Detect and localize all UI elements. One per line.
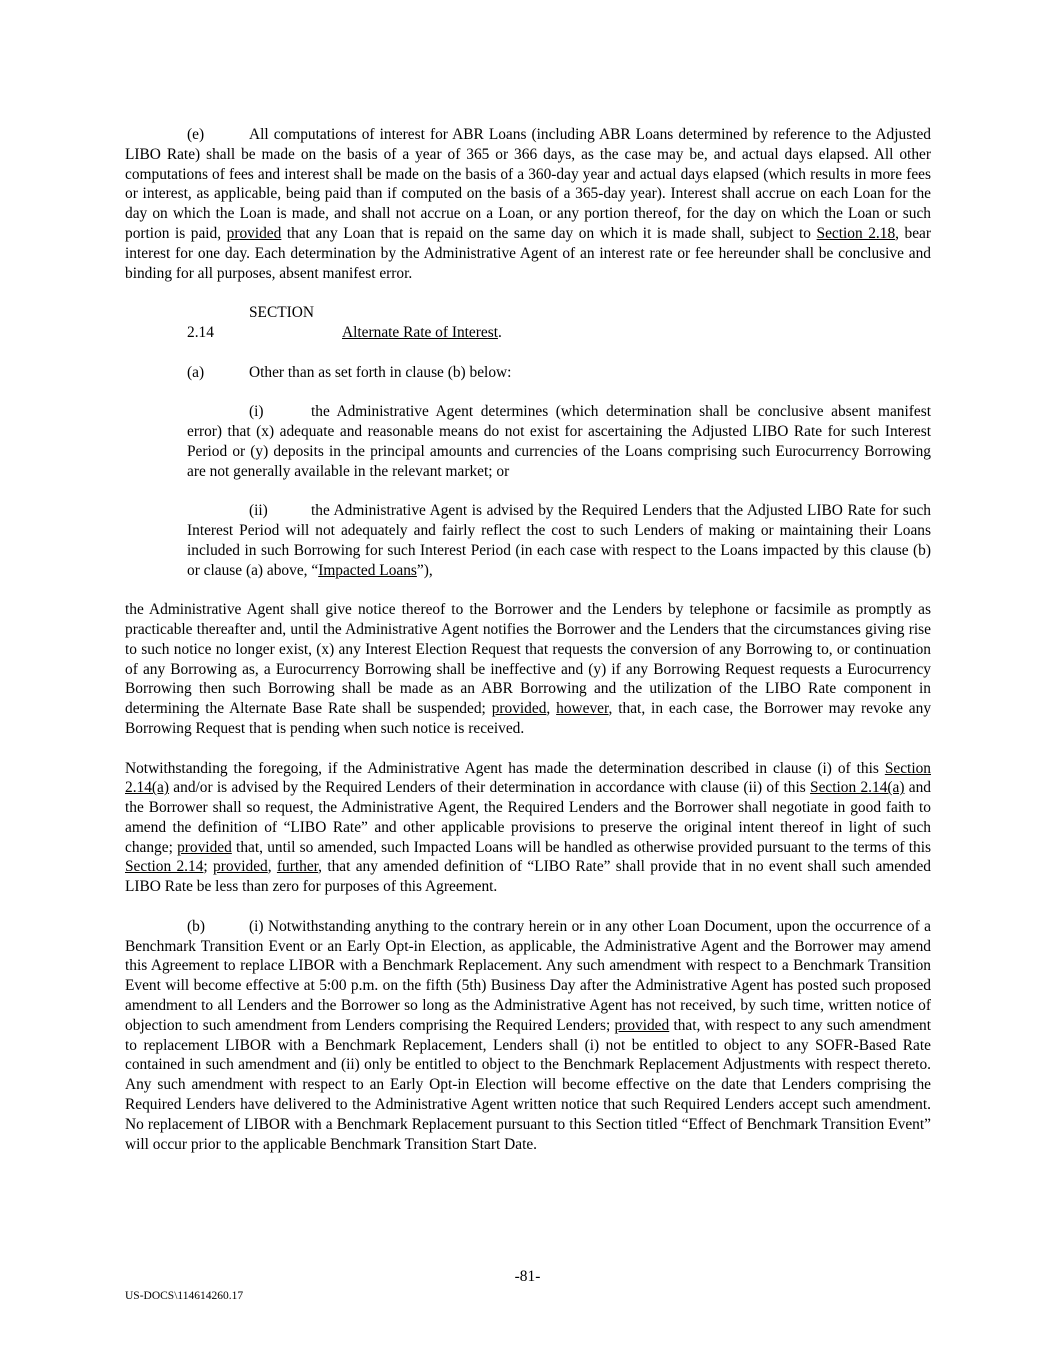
paragraph-e-text-3: , bear interest for one day. Each determination by the Administrative Agent of an interest rate or fee hereunder shall be conclusive and binding for all purposes, absent manifest error. [125, 224, 932, 282]
document-page [125, 125, 931, 1174]
section-reference: Section 2.14(a) [810, 779, 905, 797]
paragraph-notwithstanding [125, 759, 931, 898]
provided-term: provided [213, 858, 268, 876]
impacted-loans-term: Impacted Loans [318, 561, 417, 579]
document-id: US-DOCS\114614260.17 [125, 1290, 244, 1302]
section-number: SECTION 2.14 [187, 304, 314, 341]
paragraph-ii-text: the Administrative Agent is advised by the Required Lenders that the Adjusted LIBO Rate for such Interest Period will not adequately and fairly reflect the cost to such Lenders of making or maintaining their Loans included in such Borrowing for such Interest Period (in each case with respect to the Loans impacted by this clause (b) or clause (a) above, “ [187, 502, 931, 579]
paragraph-notwith-text: Notwithstanding the foregoing, if the Administrative Agent has made the determination described in clause (i) of this [125, 759, 885, 777]
paragraph-i-text: the Administrative Agent determines (which determination shall be conclusive absent manifest error) that (x) adequate and reasonable means do not exist for ascertaining the Adjusted LIBO Rate for such Interest Period or (y) deposits in the principal amounts and currencies of the Loans comprising such Eurocurrency Borrowing are not generally available in the relevant market; or [187, 403, 931, 480]
provided-term: provided [491, 700, 547, 718]
paragraph-ii-text-2: ”), [416, 561, 433, 579]
paragraph-a-label: (a) [187, 363, 205, 381]
paragraph-agent-text-2: , [546, 700, 557, 718]
paragraph-b-label: (b) [187, 917, 205, 935]
paragraph-agent-notice [125, 600, 931, 739]
paragraph-agent-text: the Administrative Agent shall give notice thereof to the Borrower and the Lenders by telephone or facsimile as promptly as practicable thereafter and, until the Administrative Agent notifies the Borrower and the Lenders that the circumstances giving rise to such notice no longer exist, (x) any Interest Election Request that requests the conversion of any Borrowing to, or continuation of any Borrowing as, a Eurocurrency Borrowing shall be ineffective and (y) if any Borrowing Request requests a Eurocurrency Borrowing then such Borrowing shall be made as an ABR Borrowing and the utilization of the LIBO Rate component in determining the Alternate Base Rate shall be suspended; [125, 601, 931, 718]
paragraph-e-text: All computations of interest for ABR Loans (including ABR Loans determined by reference to the Adjusted LIBO Rate) shall be made on the basis of a year of 365 or 366 days, as the case may be, and actual days elapsed. All other computations of fees and interest shall be made on the basis of a 360-day year and actual days elapsed (which results in more fees or interest, as applicable, being paid than if computed on the basis of a 365-day year). Interest shall accrue on each Loan for the day on which the Loan is made, and shall not accrue on a Loan, or any portion thereof, for the day on which the Loan or such portion is paid, [125, 126, 931, 242]
page-number: -81- [514, 1268, 541, 1285]
section-title-suffix: . [497, 323, 502, 341]
paragraph-i-label: (i) [249, 403, 264, 421]
paragraph-notwith-text-2: and/or is advised by the Required Lenders of their determination in accordance with clause (ii) of this [169, 779, 811, 797]
section-reference: Section 2.14 [125, 858, 204, 876]
section-title: Alternate Rate of Interest [342, 323, 498, 341]
paragraph-notwith-text-4: that, until so amended, such Impacted Loans will be handled as otherwise provided pursuant to the terms of this [231, 838, 932, 856]
paragraph-notwith-text-5: ; [203, 858, 214, 876]
paragraph-notwith-text-3: and the Borrower shall so request, the Administrative Agent, the Required Lenders and the Borrower shall negotiate in good faith to amend the definition of “LIBO Rate” and other applicable provisions to preserve the original intent thereof in light of such change; [125, 779, 931, 856]
further-term: further [276, 858, 319, 876]
paragraph-ii [187, 501, 931, 580]
paragraph-b [125, 917, 931, 1155]
paragraph-a [125, 363, 931, 383]
paragraph-b-text-2: that, with respect to any such amendment to replacement LIBOR with a Benchmark Replacement, Lenders shall (i) not be entitled to object to any SOFR-Based Rate contained in such amendment and (ii) only be entitled to object to the Benchmark Replacement Adjustments with respect thereto. Any such amendment with respect to an Early Opt-in Election will become effective on the date that Lenders comprising the Required Lenders have delivered to the Administrative Agent written notice that such Required Lenders accept such amendment. No replacement of LIBOR with a Benchmark Replacement pursuant to this Section titled “Effect of Benchmark Transition Event” will occur prior to the applicable Benchmark Transition Start Date. [125, 1016, 931, 1153]
however-term: however [556, 700, 609, 718]
paragraph-e [125, 125, 931, 283]
paragraph-notwith-text-6: , [267, 858, 277, 876]
paragraph-notwith-text-7: , that any amended definition of “LIBO Rate” shall provide that in no event shall such amended LIBO Rate be less than zero for purposes of this Agreement. [125, 858, 931, 896]
paragraph-b-text: (i) Notwithstanding anything to the contrary herein or in any other Loan Document, upon the occurrence of a Benchmark Transition Event or an Early Opt-in Election, as applicable, the Administrative Agent and the Borrower may amend this Agreement to replace LIBOR with a Benchmark Replacement. Any such amendment with respect to a Benchmark Transition Event will become effective at 5:00 p.m. on the fifth (5th) Business Day after the Administrative Agent has posted such proposed amendment to all Lenders and the Borrower so long as the Administrative Agent has not received, by such time, written notice of objection to such amendment from Lenders comprising the Required Lenders; [125, 917, 931, 1034]
section-reference: Section 2.18 [816, 224, 896, 242]
section-reference: Section 2.14(a) [125, 759, 931, 797]
paragraph-agent-text-3: , that, in each case, the Borrower may revoke any Borrowing Request that is pending when such notice is received. [125, 700, 932, 737]
paragraph-e-text-2: that any Loan that is repaid on the same day on which it is made shall, subject to [281, 224, 817, 242]
provided-term: provided [614, 1016, 670, 1034]
provided-term: provided [226, 224, 282, 242]
provided-term: provided [177, 838, 232, 856]
paragraph-ii-label: (ii) [249, 502, 268, 520]
paragraph-e-label: (e) [187, 126, 205, 143]
section-heading [125, 303, 931, 343]
paragraph-a-text: Other than as set forth in clause (b) below: [249, 363, 512, 381]
paragraph-i [187, 402, 931, 481]
